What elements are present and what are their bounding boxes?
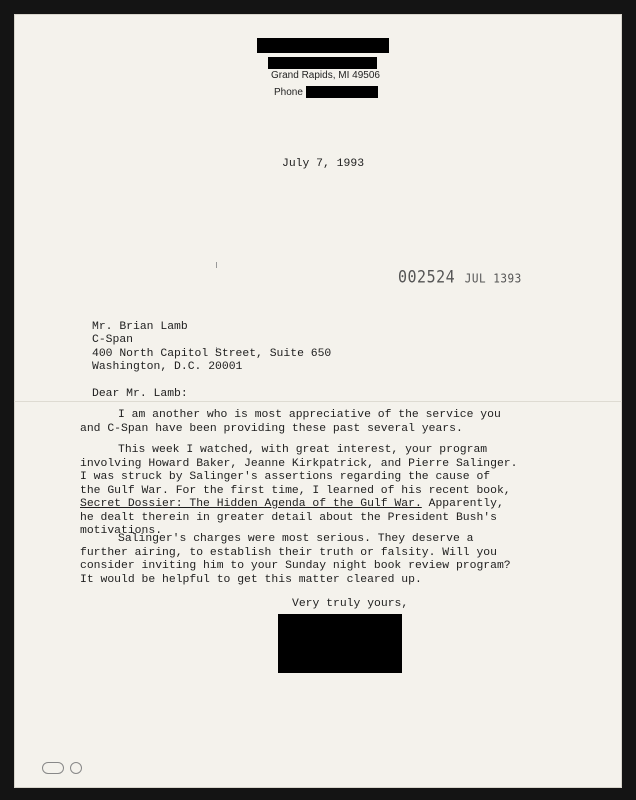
paper-fold bbox=[14, 401, 622, 402]
paragraph-2-line: the Gulf War. For the first time, I learned of his recent book, bbox=[80, 484, 511, 497]
paragraph-2-line: involving Howard Baker, Jeanne Kirkpatrick, and Pierre Salinger. bbox=[80, 457, 518, 470]
paragraph-3-line: Salinger's charges were most serious. They deserve a bbox=[118, 533, 474, 545]
redacted-signature bbox=[278, 614, 402, 673]
recipient-street: 400 North Capitol Street, Suite 650 bbox=[92, 348, 332, 360]
redacted-phone bbox=[306, 86, 378, 98]
paragraph-3-line: It would be helpful to get this matter cleared up. bbox=[80, 573, 422, 586]
margin-mark bbox=[216, 262, 217, 268]
paragraph-2-line: This week I watched, with great interest, your program bbox=[118, 444, 488, 456]
letter-date: July 7, 1993 bbox=[282, 158, 365, 170]
paragraph-2-line-title bbox=[80, 498, 517, 512]
stamp-number: 002524 bbox=[398, 266, 456, 288]
stamp-date: JUL 1393 bbox=[464, 271, 522, 287]
paragraph-2 bbox=[80, 444, 517, 539]
redacted-street bbox=[268, 57, 377, 69]
paragraph-3-line: further airing, to establish their truth or falsity. Will you bbox=[80, 546, 497, 559]
recipient-name: Mr. Brian Lamb bbox=[92, 321, 188, 333]
paragraph-2-line: motivations. bbox=[80, 525, 163, 537]
closing: Very truly yours, bbox=[292, 598, 409, 610]
after-title-text: Apparently, bbox=[421, 498, 504, 510]
printer-logo-icon bbox=[42, 762, 64, 774]
letterhead-phone-label: Phone bbox=[274, 87, 303, 98]
paragraph-3-line: consider inviting him to your Sunday night book review program? bbox=[80, 560, 511, 572]
paragraph-1-line: I am another who is most appreciative of the service you bbox=[118, 409, 501, 421]
book-title: Secret Dossier: The Hidden Agenda of the Gulf War. bbox=[80, 498, 422, 510]
salutation: Dear Mr. Lamb: bbox=[92, 388, 188, 400]
paragraph-2-line: I was struck by Salinger's assertions regarding the cause of bbox=[80, 471, 491, 483]
redacted-name bbox=[257, 38, 389, 53]
paragraph-1 bbox=[80, 409, 501, 436]
paragraph-2-line: he dealt therein in greater detail about the President Bush's bbox=[80, 511, 497, 524]
paragraph-1-line: and C-Span have been providing these past several years. bbox=[80, 422, 463, 435]
recipient-org: C-Span bbox=[92, 334, 134, 346]
letterhead-city: Grand Rapids, MI 49506 bbox=[271, 70, 380, 81]
recipient-city: Washington, D.C. 20001 bbox=[92, 361, 243, 373]
recycle-mark-icon bbox=[70, 762, 82, 774]
receipt-stamp bbox=[398, 267, 522, 288]
paragraph-3 bbox=[80, 533, 511, 587]
